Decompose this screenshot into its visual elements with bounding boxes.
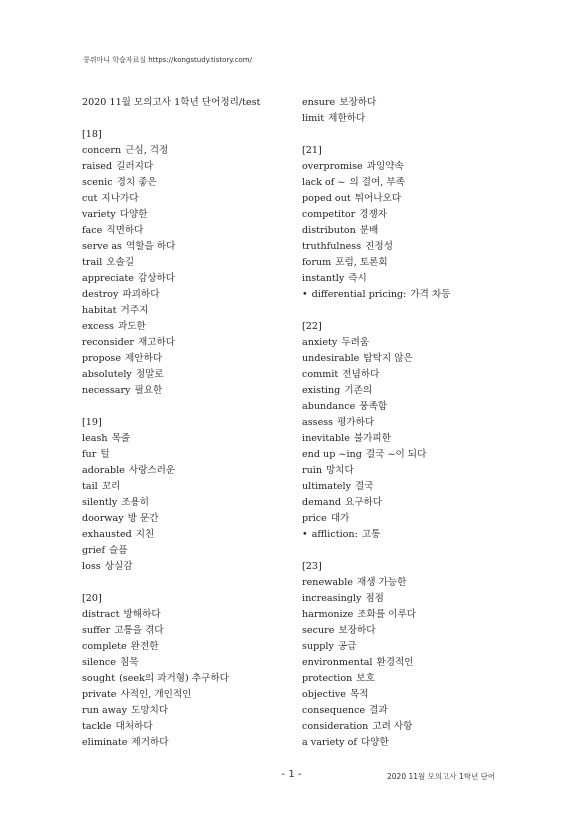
korean-meaning: 근심, 걱정 bbox=[125, 145, 169, 156]
korean-meaning: 정말로 bbox=[135, 369, 164, 380]
korean-meaning: 조화를 이루다 bbox=[357, 609, 416, 620]
section-label: [20] bbox=[82, 593, 102, 604]
vocab-section bbox=[302, 143, 517, 303]
korean-meaning: 길러지다 bbox=[116, 161, 154, 172]
english-word: serve as bbox=[82, 241, 122, 252]
vocab-row bbox=[82, 671, 297, 687]
english-word: poped out bbox=[302, 193, 351, 204]
site-header: 콩쥐마니 학습자료실 https://kongstudy.tistory.com/ bbox=[83, 56, 252, 64]
english-word: suffer bbox=[82, 625, 111, 636]
vocab-row bbox=[302, 463, 517, 479]
korean-meaning: 과잉약속 bbox=[366, 161, 404, 172]
korean-meaning: 방해하다 bbox=[123, 609, 161, 620]
korean-meaning: 목줄 bbox=[111, 433, 131, 444]
english-word: differential pricing: bbox=[311, 289, 407, 300]
vocab-row bbox=[302, 447, 517, 463]
bullet-marker: • bbox=[302, 289, 308, 300]
vocab-row bbox=[82, 543, 297, 559]
vocab-row bbox=[82, 175, 297, 191]
vocab-row bbox=[302, 255, 517, 271]
vocab-row bbox=[82, 479, 297, 495]
korean-meaning: 침묵 bbox=[119, 657, 139, 668]
korean-meaning: 고려 사항 bbox=[372, 721, 413, 732]
korean-meaning: 다양한 bbox=[360, 737, 389, 748]
english-word: reconsider bbox=[82, 337, 134, 348]
english-word: scenic bbox=[82, 177, 113, 188]
section-label: [18] bbox=[82, 129, 102, 140]
bullet-marker: • bbox=[302, 529, 308, 540]
english-word: trail bbox=[82, 257, 103, 268]
vocab-row bbox=[82, 271, 297, 287]
english-word: eliminate bbox=[82, 737, 128, 748]
vocab-row bbox=[302, 591, 517, 607]
korean-meaning: 거주지 bbox=[120, 305, 149, 316]
english-word: assess bbox=[302, 417, 334, 428]
vocab-row bbox=[82, 287, 297, 303]
korean-meaning: 경쟁자 bbox=[359, 209, 388, 220]
vocab-row bbox=[302, 175, 517, 191]
vocab-row bbox=[82, 239, 297, 255]
vocab-row bbox=[82, 159, 297, 175]
english-word: competitor bbox=[302, 209, 356, 220]
vocab-row bbox=[302, 95, 517, 111]
left-column bbox=[82, 95, 297, 767]
korean-meaning: 불가피한 bbox=[353, 433, 391, 444]
korean-meaning: 분배 bbox=[359, 225, 379, 236]
english-word: tackle bbox=[82, 721, 112, 732]
english-word: ruin bbox=[302, 465, 323, 476]
vocab-row bbox=[302, 719, 517, 735]
english-word: absolutely bbox=[82, 369, 132, 380]
vocab-row bbox=[302, 111, 517, 127]
korean-meaning: 제안하다 bbox=[125, 353, 163, 364]
vocab-row bbox=[82, 703, 297, 719]
vocab-row bbox=[82, 687, 297, 703]
vocab-row bbox=[82, 623, 297, 639]
english-word: consequence bbox=[302, 705, 366, 716]
english-word: destroy bbox=[82, 289, 119, 300]
english-word: instantly bbox=[302, 273, 345, 284]
english-word: raised bbox=[82, 161, 113, 172]
korean-meaning: 지친 bbox=[135, 529, 155, 540]
korean-meaning: 제거하다 bbox=[131, 737, 169, 748]
vocab-row bbox=[302, 239, 517, 255]
vocab-section bbox=[82, 127, 297, 399]
right-column bbox=[302, 95, 517, 767]
korean-meaning: 망치다 bbox=[326, 465, 354, 476]
vocab-row bbox=[82, 351, 297, 367]
english-word: face bbox=[82, 225, 103, 236]
korean-meaning: 슬픔 bbox=[109, 545, 128, 556]
english-word: lack of ~ bbox=[302, 177, 346, 188]
vocab-row bbox=[82, 559, 297, 575]
footer-title: 2020 11월 모의고사 1학년 단어 bbox=[387, 772, 496, 781]
korean-meaning: 목적 bbox=[349, 689, 369, 700]
korean-meaning: 보장하다 bbox=[339, 97, 377, 108]
korean-meaning: 결국 ~이 되다 bbox=[365, 449, 427, 460]
korean-meaning: 고통을 겪다 bbox=[114, 625, 164, 636]
vocab-row bbox=[82, 335, 297, 351]
vocab-row bbox=[82, 463, 297, 479]
korean-meaning: 상실감 bbox=[104, 561, 133, 572]
section-label: [22] bbox=[302, 321, 322, 332]
english-word: renewable bbox=[302, 577, 353, 588]
korean-meaning: 포럼, 토론회 bbox=[335, 257, 388, 268]
vocab-row bbox=[302, 639, 517, 655]
english-word: overpromise bbox=[302, 161, 363, 172]
vocab-row bbox=[82, 447, 297, 463]
vocab-row bbox=[302, 335, 517, 351]
korean-meaning: (seek의 과거형) 추구하다 bbox=[119, 673, 229, 684]
vocab-section bbox=[82, 415, 297, 575]
vocab-row bbox=[82, 319, 297, 335]
vocab-row bbox=[302, 431, 517, 447]
english-word: commit bbox=[302, 369, 339, 380]
vocab-row bbox=[302, 735, 517, 751]
vocab-row bbox=[82, 735, 297, 751]
korean-meaning: 보장하다 bbox=[338, 625, 376, 636]
vocab-row bbox=[82, 607, 297, 623]
korean-meaning: 전념하다 bbox=[342, 369, 380, 380]
korean-meaning: 꼬리 bbox=[101, 481, 121, 492]
vocab-section bbox=[302, 319, 517, 543]
korean-meaning: 오솔길 bbox=[106, 257, 135, 268]
vocab-row bbox=[82, 367, 297, 383]
english-word: inevitable bbox=[302, 433, 350, 444]
vocab-row bbox=[82, 207, 297, 223]
english-word: ensure bbox=[302, 97, 336, 108]
vocab-row bbox=[302, 671, 517, 687]
korean-meaning: 과도한 bbox=[118, 321, 146, 332]
korean-meaning: 필요한 bbox=[134, 385, 163, 396]
korean-meaning: 재고하다 bbox=[138, 337, 176, 348]
korean-meaning: 튀어나오다 bbox=[354, 193, 402, 204]
english-word: cut bbox=[82, 193, 98, 204]
vocab-row bbox=[302, 479, 517, 495]
english-word: necessary bbox=[82, 385, 131, 396]
english-word: affliction: bbox=[311, 529, 358, 540]
english-word: end up ~ing bbox=[302, 449, 362, 460]
right-intro bbox=[302, 95, 517, 127]
vocab-row bbox=[302, 655, 517, 671]
korean-meaning: 결과 bbox=[369, 705, 388, 716]
vocab-section bbox=[302, 559, 517, 751]
english-word: anxiety bbox=[302, 337, 338, 348]
korean-meaning: 기존의 bbox=[344, 385, 373, 396]
vocab-row bbox=[82, 223, 297, 239]
korean-meaning: 조용히 bbox=[121, 497, 150, 508]
korean-meaning: 풍족함 bbox=[359, 401, 388, 412]
vocab-row bbox=[82, 511, 297, 527]
page-number: - 1 - bbox=[281, 769, 302, 780]
vocab-row bbox=[302, 271, 517, 287]
english-word: demand bbox=[302, 497, 341, 508]
vocab-row bbox=[302, 399, 517, 415]
english-word: variety bbox=[82, 209, 116, 220]
vocab-row bbox=[82, 143, 297, 159]
english-word: existing bbox=[302, 385, 341, 396]
english-word: forum bbox=[302, 257, 332, 268]
section-label: [23] bbox=[302, 561, 322, 572]
korean-meaning: 방 문간 bbox=[127, 513, 159, 524]
vocab-row bbox=[302, 623, 517, 639]
english-word: objective bbox=[302, 689, 346, 700]
english-word: excess bbox=[82, 321, 114, 332]
vocab-row bbox=[82, 655, 297, 671]
korean-meaning: 공급 bbox=[337, 641, 357, 652]
english-word: abundance bbox=[302, 401, 356, 412]
english-word: loss bbox=[82, 561, 101, 572]
right-sections bbox=[302, 143, 517, 751]
vocab-row bbox=[302, 607, 517, 623]
vocab-row bbox=[302, 575, 517, 591]
english-word: sought bbox=[82, 673, 116, 684]
vocab-row bbox=[82, 639, 297, 655]
vocab-row bbox=[302, 207, 517, 223]
english-word: silence bbox=[82, 657, 116, 668]
english-word: leash bbox=[82, 433, 108, 444]
vocab-row bbox=[302, 367, 517, 383]
vocab-row bbox=[302, 511, 517, 527]
vocab-row bbox=[302, 159, 517, 175]
english-word: fur bbox=[82, 449, 97, 460]
korean-meaning: 보호 bbox=[356, 673, 375, 684]
english-word: ultimately bbox=[302, 481, 352, 492]
korean-meaning: 경치 좋은 bbox=[116, 177, 157, 188]
english-word: habitat bbox=[82, 305, 117, 316]
korean-meaning: 결국 bbox=[355, 481, 374, 492]
vocab-row bbox=[82, 191, 297, 207]
english-word: propose bbox=[82, 353, 122, 364]
english-word: protection bbox=[302, 673, 353, 684]
vocab-row bbox=[82, 431, 297, 447]
english-word: run away bbox=[82, 705, 128, 716]
korean-meaning: 역할을 하다 bbox=[125, 241, 176, 252]
korean-meaning: 파괴하다 bbox=[122, 289, 160, 300]
vocab-row bbox=[302, 223, 517, 239]
korean-meaning: 직면하다 bbox=[106, 225, 144, 236]
vocab-row bbox=[302, 383, 517, 399]
vocab-row bbox=[302, 703, 517, 719]
vocab-row bbox=[82, 255, 297, 271]
vocab-row bbox=[82, 383, 297, 399]
vocab-row bbox=[302, 415, 517, 431]
korean-meaning: 사적인, 개인적인 bbox=[120, 689, 192, 700]
vocab-row bbox=[302, 191, 517, 207]
vocab-row bbox=[82, 527, 297, 543]
english-word: silently bbox=[82, 497, 118, 508]
english-word: consideration bbox=[302, 721, 369, 732]
english-word: private bbox=[82, 689, 117, 700]
english-word: increasingly bbox=[302, 593, 362, 604]
korean-meaning: 가격 차등 bbox=[410, 289, 451, 300]
korean-meaning: 의 결여, 부족 bbox=[349, 177, 405, 188]
english-word: grief bbox=[82, 545, 106, 556]
korean-meaning: 진정성 bbox=[365, 241, 393, 252]
vocab-row bbox=[302, 687, 517, 703]
korean-meaning: 감상하다 bbox=[137, 273, 176, 284]
korean-meaning: 지나가다 bbox=[101, 193, 139, 204]
korean-meaning: 사랑스러운 bbox=[128, 465, 176, 476]
document-title: 2020 11월 모의고사 1학년 단어정리/test bbox=[82, 97, 261, 108]
korean-meaning: 점점 bbox=[365, 593, 384, 604]
english-word: concern bbox=[82, 145, 122, 156]
korean-meaning: 도망치다 bbox=[131, 705, 169, 716]
english-word: harmonize bbox=[302, 609, 354, 620]
korean-meaning: 즉시 bbox=[348, 273, 367, 284]
section-label: [19] bbox=[82, 417, 102, 428]
vocab-row bbox=[82, 303, 297, 319]
english-word: doorway bbox=[82, 513, 124, 524]
english-word: limit bbox=[302, 113, 325, 124]
english-word: distributon bbox=[302, 225, 356, 236]
english-word: secure bbox=[302, 625, 335, 636]
korean-meaning: 재생 가능한 bbox=[356, 577, 407, 588]
korean-meaning: 완전한 bbox=[130, 641, 159, 652]
vocab-row bbox=[302, 495, 517, 511]
english-word: price bbox=[302, 513, 327, 524]
english-word: environmental bbox=[302, 657, 373, 668]
english-word: supply bbox=[302, 641, 334, 652]
english-word: a variety of bbox=[302, 737, 357, 748]
korean-meaning: 털 bbox=[100, 449, 110, 460]
english-word: distract bbox=[82, 609, 120, 620]
vocab-row bbox=[302, 287, 517, 303]
english-word: undesirable bbox=[302, 353, 360, 364]
vocab-section bbox=[82, 591, 297, 751]
korean-meaning: 요구하다 bbox=[344, 497, 383, 508]
vocab-row bbox=[82, 719, 297, 735]
korean-meaning: 제한하다 bbox=[328, 113, 366, 124]
vocab-row bbox=[82, 495, 297, 511]
korean-meaning: 다양한 bbox=[119, 209, 148, 220]
english-word: appreciate bbox=[82, 273, 134, 284]
section-label: [21] bbox=[302, 145, 322, 156]
korean-meaning: 고통 bbox=[361, 529, 381, 540]
korean-meaning: 두려움 bbox=[341, 337, 370, 348]
korean-meaning: 탐탁지 않은 bbox=[363, 353, 413, 364]
korean-meaning: 환경적인 bbox=[376, 657, 414, 668]
english-word: complete bbox=[82, 641, 127, 652]
vocab-row bbox=[302, 351, 517, 367]
korean-meaning: 대처하다 bbox=[115, 721, 153, 732]
english-word: tail bbox=[82, 481, 98, 492]
left-sections bbox=[82, 127, 297, 751]
english-word: truthfulness bbox=[302, 241, 362, 252]
english-word: adorable bbox=[82, 465, 125, 476]
korean-meaning: 평가하다 bbox=[337, 417, 375, 428]
vocab-row bbox=[302, 527, 517, 543]
korean-meaning: 대가 bbox=[330, 513, 350, 524]
english-word: exhausted bbox=[82, 529, 132, 540]
